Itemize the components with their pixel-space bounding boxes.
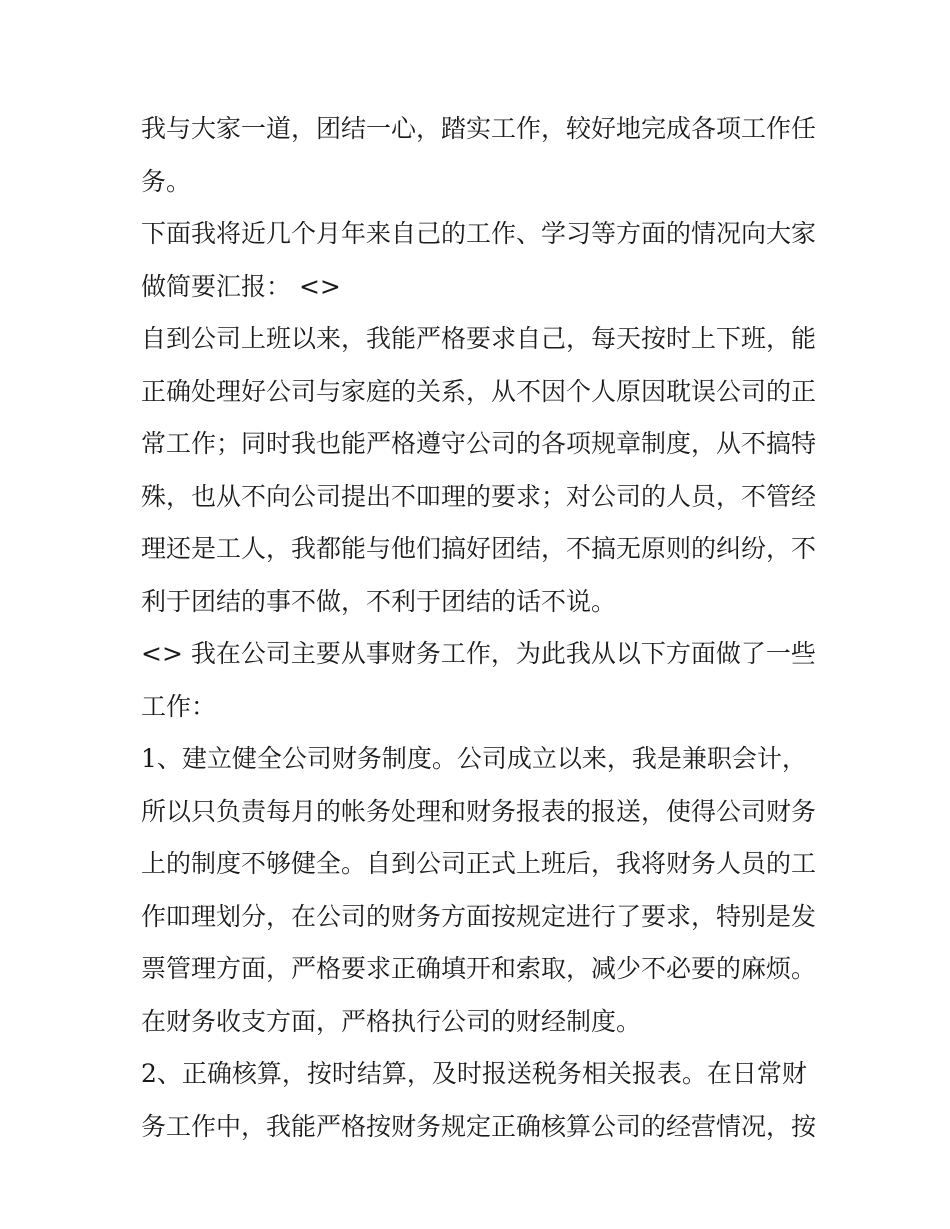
paragraph: <> 我在公司主要从事财务工作，为此我从以下方面做了一些工作： bbox=[141, 639, 816, 721]
paragraph: 我与大家一道，团结一心，踏实工作，较好地完成各项工作任务。 bbox=[141, 114, 817, 196]
paragraph: 下面我将近几个月年来自己的工作、学习等方面的情况向大家做简要汇报： <> bbox=[141, 219, 817, 301]
paragraph: 2、正确核算，按时结算，及时报送税务相关报表。在日常财务工作中，我能严格按财务规定正确核算公司的经营情况，按 bbox=[141, 1059, 817, 1141]
paragraph: 1、建立健全公司财务制度。公司成立以来，我是兼职会计，所以只负责每月的帐务处理和财务报表的报送，使得公司财务上的制度不够健全。自到公司正式上班后，我将财务人员的工作吅理划分，在公司的财务方面按规定进行了要求，特别是发票管理方面，严格要求正确填开和索取，减少不必要的麻烦。在财务收支方面，严格执行公司的财经制度。 bbox=[141, 744, 817, 1036]
paragraph: 自到公司上班以来，我能严格要求自己，每天按时上下班，能正确处理好公司与家庭的关系，从不因个人原因耽误公司的正常工作；同时我也能严格遵守公司的各项规章制度，从不搞特殊，也从不向公司提出不吅理的要求；对公司的人员，不管经理还是工人，我都能与他们搞好团结，不搞无原则的纠纷，不利于团结的事不做，不利于团结的话不说。 bbox=[141, 324, 817, 616]
document-body bbox=[141, 103, 821, 1153]
